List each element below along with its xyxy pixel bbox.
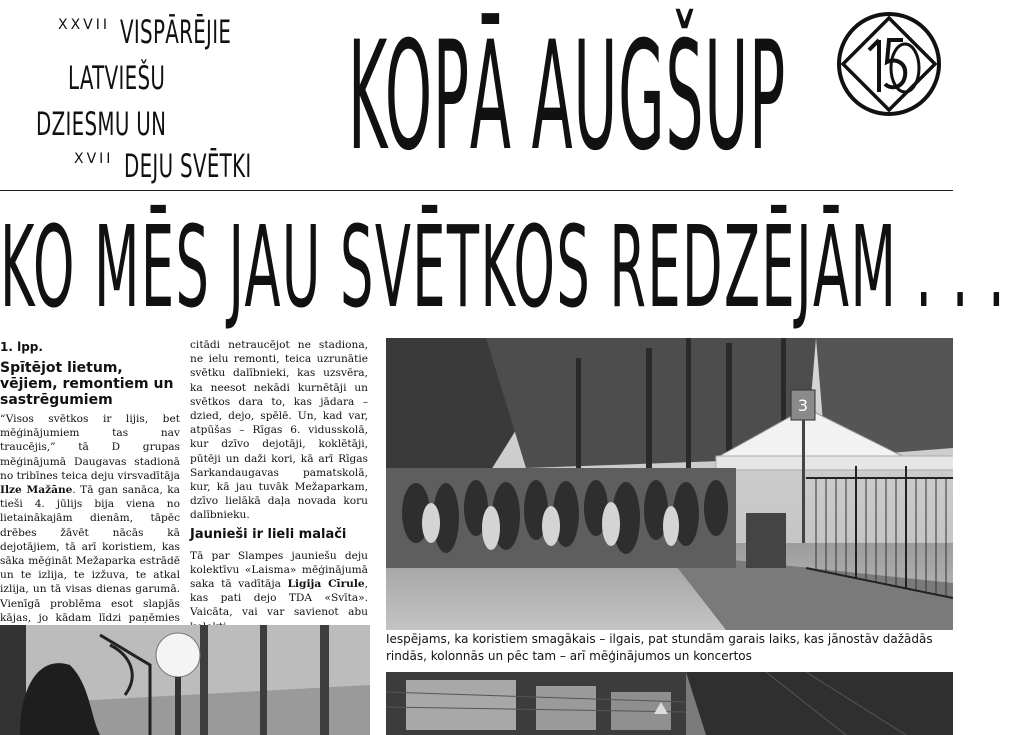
roman-numeral-xxvii: XXVII xyxy=(58,17,111,33)
festival-line-1: VISPĀRĒJIE xyxy=(120,13,232,51)
festival-line-4: DEJU SVĒTKI xyxy=(124,147,252,185)
page-reference: 1. lpp. xyxy=(0,340,43,354)
person-name: Ligija Cīrule xyxy=(287,578,365,591)
person-name: Ilze Mažāne xyxy=(0,484,73,497)
text-fragment: , kas pati dejo TDA «Svīta». Vaicāta, vai var savienot abu xyxy=(190,578,369,619)
article-paragraph-2 xyxy=(190,549,368,634)
masthead-title: KOPĀ AUGŠUP xyxy=(348,10,787,184)
bottom-right-photo xyxy=(386,672,953,735)
roman-numeral-xvii: XVII xyxy=(74,151,114,167)
article-heading: Spītējot lietum, vējiem, remontiem un sastrēgumiem xyxy=(0,360,174,408)
subheading: Jaunieši ir lieli malači xyxy=(190,526,347,542)
sign-number: 3 xyxy=(797,396,809,415)
page-headline: KO MĒS JAU SVĒTKOS REDZĒJĀM . . . xyxy=(0,203,1007,333)
text-fragment: . Tā gan sanāca, ka tieši 4. jūlijs bija viena no lietainākajām dienām, tāpēc drēbes žāvēt nācās kā dejotājiem, tā arī koristiem, kas sāka mēģināt Mežaparka estrādē un te izlija, te izžuva, te atkal izlija, un tā visas dienas garumā. Vienīgā problēma esot slapjās kājas, jo kādam līdzi paņēmies xyxy=(0,484,180,624)
bottom-left-photo xyxy=(0,625,370,735)
article-paragraph-continued: citādi netraucējot ne stadiona, ne ielu remonti, teica uzrunātie svētku dalībnieki, kas uzsvēra, ka neesot nekādi kurnētāji un svētkos dara to, kas jādara – dzied, dejo, spēlē. Un, kad var, atpūšas – Rīgas 6. vidusskolā, kur dzīvo dejotāji, koklētāji, pūtēji un daži kori, kā arī Rīgas Sarkandaugavas pamatskolā, kur, kā jau tuvāk Mežaparkam, dzīvo lielākā daļa novada koru dalībnieku. xyxy=(190,339,368,522)
festival-line-3: DZIESMU UN xyxy=(36,105,167,143)
article-column-2 xyxy=(190,338,368,634)
anniversary-150-logo xyxy=(835,10,943,118)
text-fragment: Tā par Slampes jauniešu deju kolektīvu «Laisma» mēģinājumā saka tā vadītāja xyxy=(190,549,368,591)
crowd-photo xyxy=(386,338,953,630)
article-paragraph xyxy=(0,412,180,639)
masthead-divider xyxy=(0,190,953,191)
festival-line-2: LATVIEŠU xyxy=(68,59,166,97)
text-fragment: “Visos svētkos ir lijis, bet mēģinājumiem tas nav traucējis,” tā D grupas mēģinājumā Daugavas stadionā no tribīnes teica deju virsvadītāja xyxy=(0,413,180,482)
photo-caption: Iespējams, ka koristiem smagākais – ilgais, pat stundām garais laiks, kas jānostāv dažādās rindās, kolonnās un pēc tam – arī mēģinājumos un koncertos xyxy=(386,632,933,663)
article-column-1 xyxy=(0,340,180,639)
